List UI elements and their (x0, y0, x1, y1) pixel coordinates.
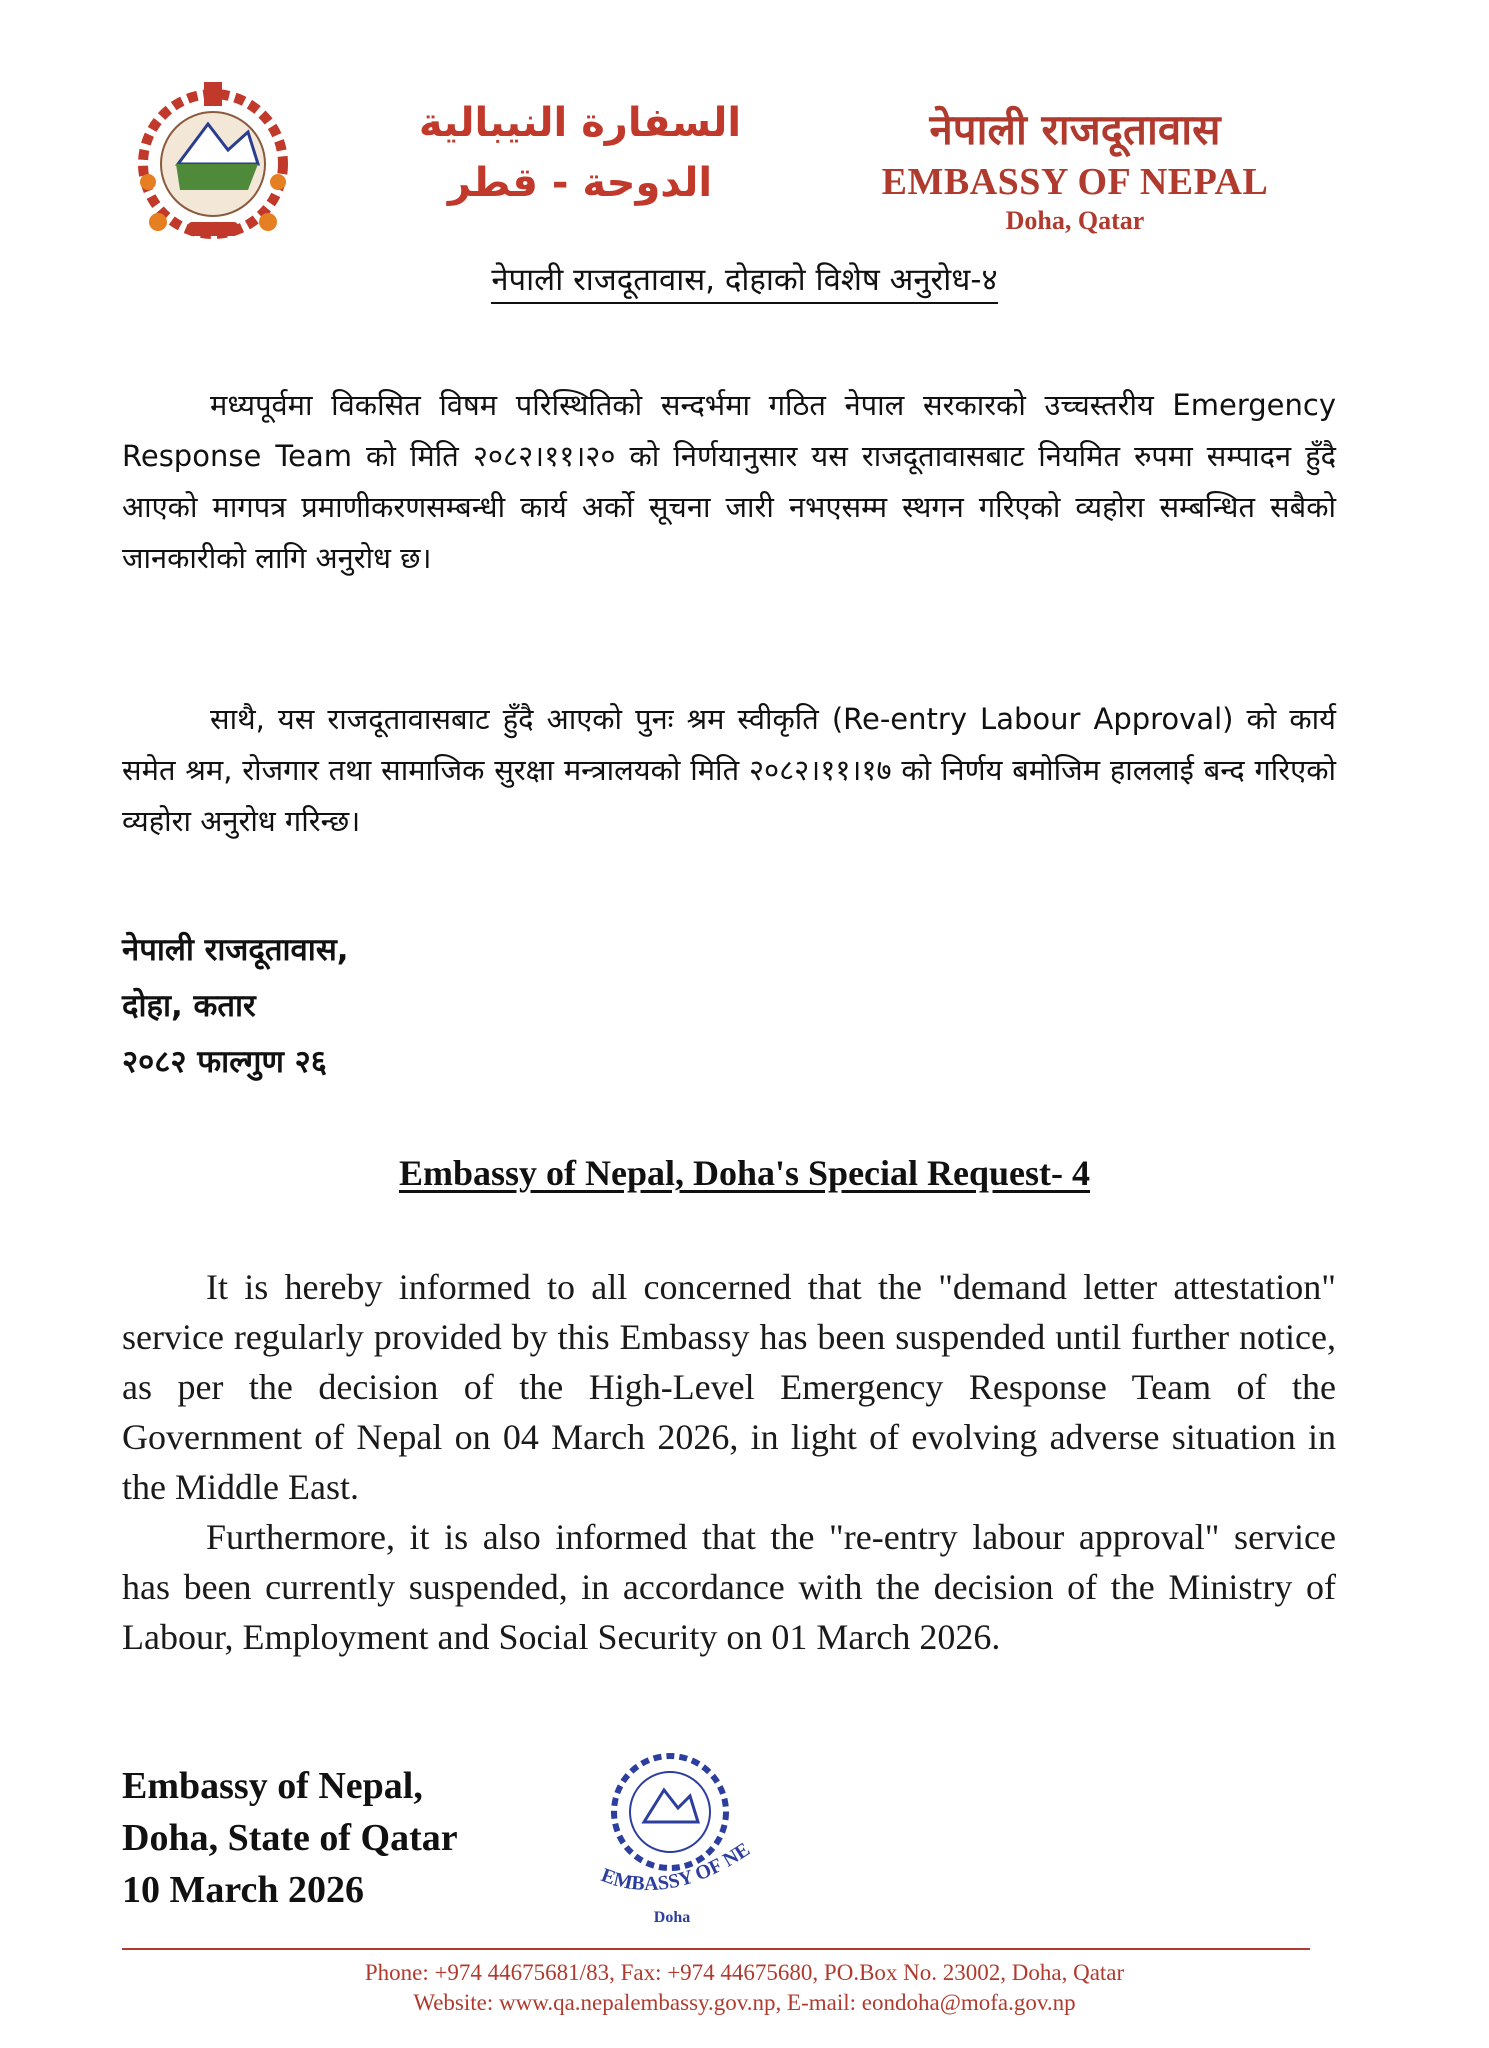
nepali-heading (0, 258, 1489, 300)
nepali-signature-line-2: दोहा, कतार (122, 988, 256, 1024)
english-paragraph-2: Furthermore, it is also informed that the "re-entry labour approval" service has been currently suspended, in accordance with the decision of the Ministry of Labour, Employment and Social Security on 01 March 2026. (122, 1517, 1336, 1657)
footer-divider (122, 1948, 1310, 1950)
seal-city: Doha (653, 1909, 691, 1926)
nepali-paragraph-1: मध्यपूर्वमा विकसित विषम परिस्थितिको सन्दर्भमा गठित नेपाल सरकारको उच्चस्तरीय Emergency Response Team को मिति २०८२।११।२० को निर्णयानुसार यस राजदूतावासबाट नियमित रुपमा सम्पादन हुँदै आएको मागपत्र प्रमाणीकरणसम्बन्धी कार्य अर्को सूचना जारी नभएसम्म स्थगन गरिएको व्यहोरा सम्बन्धित सबैको जानकारीको लागि अनुरोध छ। (122, 388, 1336, 575)
footer-contact: Phone: +974 44675681/83, Fax: +974 44675680, PO.Box No. 23002, Doha, Qatar (364, 1960, 1125, 1985)
nepali-signature-line-1: नेपाली राजदूतावास, (122, 932, 349, 968)
english-paragraph-1: It is hereby informed to all concerned that the "demand letter attestation" service regularly provided by this Embassy has been suspended until further notice, as per the decision of the High-Level Emergency Response Team of the Government of Nepal on 04 March 2026, in light of evolving adverse situation in the Middle East. (122, 1267, 1336, 1507)
nepali-signature-date: २०८२ फाल्गुण २६ (122, 1044, 327, 1080)
nepali-paragraph-2: साथै, यस राजदूतावासबाट हुँदै आएको पुनः श्रम स्वीकृति (Re-entry Labour Approval) को कार्य समेत श्रम, रोजगार तथा सामाजिक सुरक्षा मन्त्रालयको मिति २०८२।११।१७ को निर्णय बमोजिम हाललाई बन्द गरिएको व्यहोरा अनुरोध गरिन्छ। (122, 702, 1336, 838)
nepal-emblem-logo (118, 72, 308, 252)
footer-website: Website: www.qa.nepalembassy.gov.np, E-mail: eondoha@mofa.gov.np (413, 1990, 1076, 2015)
english-heading-text: Embassy of Nepal, Doha's Special Request- 4 (398, 1153, 1091, 1193)
english-embassy-name: EMBASSY OF NEPAL (881, 161, 1269, 203)
english-heading (0, 1152, 1489, 1194)
arabic-embassy-name: السفارة النيبالية (418, 100, 742, 146)
english-signature-line-1: Embassy of Nepal, (122, 1765, 423, 1807)
embassy-seal-stamp (560, 1740, 780, 1930)
english-signature-date: 10 March 2026 (122, 1869, 365, 1911)
seal-text: EMBASSY OF NE (598, 1838, 754, 1896)
nepali-embassy-name: नेपाली राजदूतावास (929, 105, 1221, 154)
nepali-heading-text: नेपाली राजदूतावास, दोहाको विशेष अनुरोध-४ (491, 262, 997, 304)
arabic-embassy-city: الدوحة - قطر (447, 160, 713, 206)
english-signature-line-2: Doha, State of Qatar (122, 1817, 458, 1859)
embassy-city: Doha, Qatar (1005, 206, 1145, 235)
